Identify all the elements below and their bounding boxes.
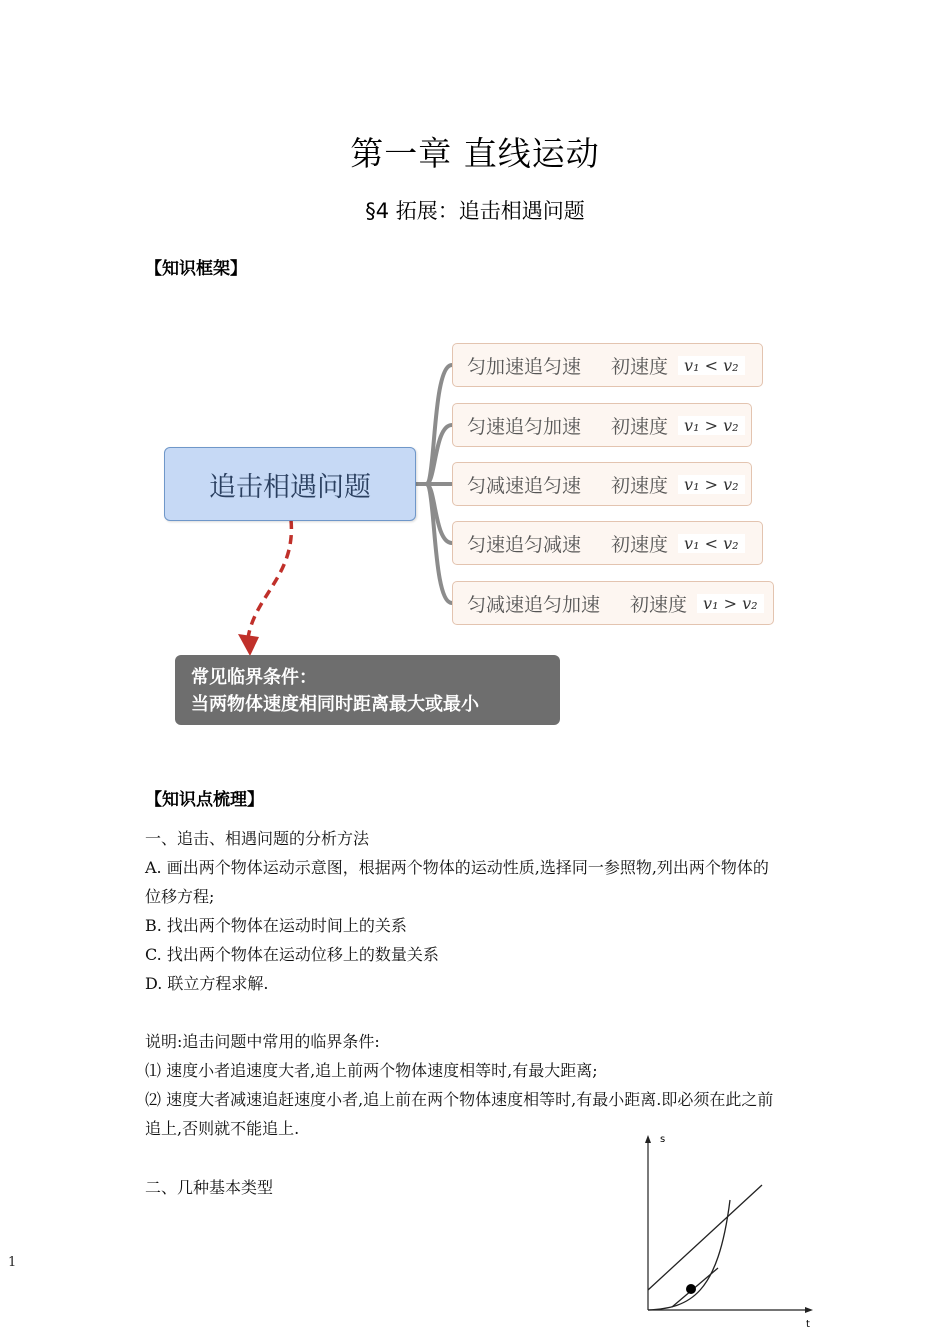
branch-relation: v₁ > v₂ (678, 475, 744, 494)
item-a-line-2: 位移方程; (145, 887, 215, 906)
s-t-graph (630, 1130, 830, 1340)
branch-relation: v₁ > v₂ (678, 416, 744, 435)
note-1: ⑴ 速度小者追速度大者,追上前两个物体速度相等时,有最大距离; (145, 1061, 598, 1080)
note-title: 说明:追击问题中常用的临界条件: (145, 1032, 380, 1051)
note-2-line-1: ⑵ 速度大者减速追赶速度小者,追上前在两个物体速度相等时,有最小距离.即必须在此之前 (145, 1090, 774, 1109)
dashed-arrow (248, 520, 291, 638)
section-1-title: 一、追击、相遇问题的分析方法 (145, 829, 370, 848)
item-b: B. 找出两个物体在运动时间上的关系 (145, 916, 407, 935)
branch-node-3 (452, 462, 752, 506)
tangent-point (686, 1284, 696, 1294)
branch-node-2 (452, 403, 752, 447)
points-heading: 【知识点梳理】 (145, 790, 264, 810)
page-number: 1 (8, 1255, 17, 1270)
callout-line-2: 当两物体速度相同时距离最大或最小 (191, 694, 479, 715)
critical-condition-callout (175, 655, 560, 725)
x-axis-label: t (806, 1319, 810, 1330)
branch-node-5 (452, 581, 774, 625)
chapter-title: 第一章 直线运动 (350, 134, 600, 173)
branch-label: 匀减速追匀速 (467, 474, 582, 497)
branch-node-4 (452, 521, 763, 565)
uniform-motion-line (648, 1185, 762, 1290)
framework-heading: 【知识框架】 (145, 259, 247, 279)
branch-initial-label: 初速度 (630, 593, 688, 616)
y-axis-label: s (660, 1134, 666, 1145)
arrow-head (238, 634, 259, 656)
note-2-line-2: 追上,否则就不能追上. (145, 1119, 300, 1138)
item-d: D. 联立方程求解. (145, 974, 269, 993)
branch-relation: v₁ > v₂ (697, 594, 763, 613)
x-axis-arrow (805, 1307, 813, 1313)
y-axis-arrow (645, 1135, 651, 1143)
branch-label: 匀速追匀减速 (467, 533, 582, 556)
section-title: §4 拓展：追击相遇问题 (365, 199, 585, 223)
branch-label: 匀减速追匀加速 (467, 593, 601, 616)
branch-initial-label: 初速度 (611, 474, 669, 497)
branch-initial-label: 初速度 (611, 355, 669, 378)
branch-label: 匀加速追匀速 (467, 355, 582, 378)
item-a-line-1: A. 画出两个物体运动示意图，根据两个物体的运动性质,选择同一参照物,列出两个物体的 (145, 858, 769, 877)
central-node: 追击相遇问题 (164, 447, 416, 521)
branch-node-1 (452, 343, 763, 387)
item-c: C. 找出两个物体在运动位移上的数量关系 (145, 945, 439, 964)
branch-relation: v₁ < v₂ (678, 534, 744, 553)
connector-branch-5 (414, 484, 452, 603)
branch-initial-label: 初速度 (611, 415, 669, 438)
section-2-title: 二、几种基本类型 (145, 1178, 274, 1197)
branch-label: 匀速追匀加速 (467, 415, 582, 438)
branch-initial-label: 初速度 (611, 533, 669, 556)
callout-line-1: 常见临界条件： (191, 667, 317, 688)
branch-relation: v₁ < v₂ (678, 356, 744, 375)
